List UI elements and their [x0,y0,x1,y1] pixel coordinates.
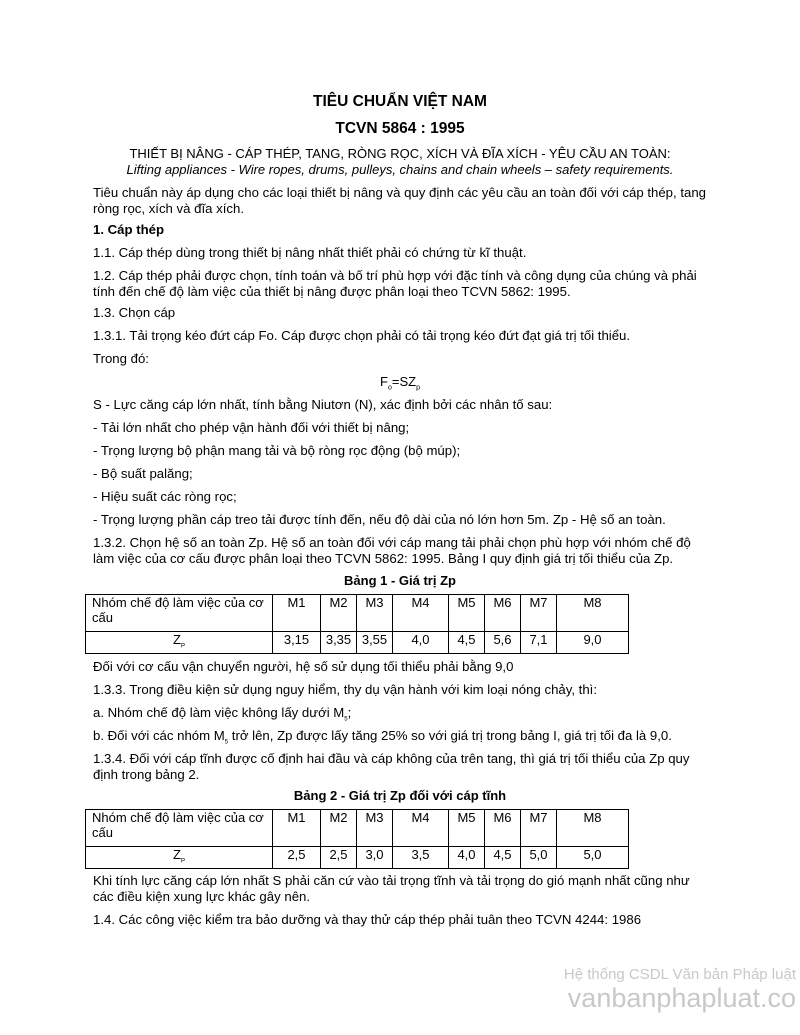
table-cell: 7,1 [521,632,557,654]
table-1 [85,594,629,654]
table-2-note: Khi tính lực căng cáp lớn nhất S phải căn cứ vào tải trọng tĩnh và tải trọng do gió mạnh nhất cũng như các điều kiện xung lực khác gây nên. [93,873,690,904]
table-row [86,847,629,869]
clause-1-3: 1.3. Chọn cáp [93,305,176,320]
table-cell: 3,0 [357,847,393,869]
table-cell: 9,0 [557,632,629,654]
table-2 [85,809,629,869]
bullet-item: - Hiệu suất các ròng rọc; [93,489,237,504]
table-cell: 4,5 [449,632,485,654]
table-header-cell: M8 [557,810,629,847]
table-header-cell: M3 [357,595,393,632]
table-cell: 3,5 [393,847,449,869]
table-1-caption: Bảng 1 - Giá trị Zp [344,573,456,588]
table-1-note: Đối với cơ cấu vận chuyển người, hệ số sử dụng tối thiểu phải bằng 9,0 [93,659,514,674]
bullet-item: - Bộ suất palăng; [93,466,193,481]
table-header-cell: M3 [357,810,393,847]
standard-number: TCVN 5864 : 1995 [335,120,465,137]
table-2-caption: Bảng 2 - Giá trị Zp đối với cáp tĩnh [293,788,507,803]
clause-1-3-1: 1.3.1. Tải trọng kéo đứt cáp Fo. Cáp được chọn phải có tải trọng kéo đứt đạt giá trị tối thiểu. [93,328,631,343]
table-header-cell: M7 [521,595,557,632]
zp-label: $Z_P$ [86,847,273,869]
table-cell: 4,0 [393,632,449,654]
table-cell: 4,0 [449,847,485,869]
table-cell: 2,5 [321,847,357,869]
table-header-cell: M4 [393,595,449,632]
watermark-line-1: Hệ thống CSDL Văn bản Pháp luật [563,966,796,983]
clause-1-2: 1.2. Cáp thép phải được chọn, tính toán và bố trí phù hợp với đặc tính và công dụng của chúng và phải tính đến chế độ làm việc của thiết bị nâng được phân loại theo TCVN 5862: 1995. [93,268,697,299]
table-header-cell: M1 [273,810,321,847]
table-header-cell: M2 [321,595,357,632]
document-title: TIÊU CHUẨN VIỆT NAM [313,93,487,110]
table-header-cell: M6 [485,595,521,632]
clause-1-3-3: 1.3.3. Trong điều kiện sử dụng nguy hiểm, thy dụ vận hành với kim loại nóng chảy, thì: [93,682,598,697]
zp-label: $Z_P$ [86,632,273,654]
table-header-cell: M4 [393,810,449,847]
table-cell: 3,55 [357,632,393,654]
item-a: a. Nhóm chế độ làm việc không lấy dưới $M_5$; [93,705,352,723]
intro-paragraph: Tiêu chuẩn này áp dụng cho các loại thiết bị nâng và quy định các yêu cầu an toàn đối với cáp thép, tang ròng rọc, xích và đĩa xích. [93,185,707,216]
subtitle-vietnamese: THIẾT BỊ NÂNG - CÁP THÉP, TANG, RÒNG RỌC, XÍCH VÀ ĐĨA XÍCH - YÊU CẦU AN TOÀN: [129,146,671,161]
table-row [86,810,629,847]
subtitle-english: Lifting appliances - Wire ropes, drums, pulleys, chains and chain wheels – safety requirements. [126,162,674,177]
table-row-label: Nhóm chế độ làm việc của cơ cấu [86,595,273,632]
formula: $F_o=SZ_p$ [380,374,420,392]
clause-1-4: 1.4. Các công việc kiểm tra bảo dưỡng và thay thử cáp thép phải tuân theo TCVN 4244: 1986 [93,912,642,927]
table-header-cell: M8 [557,595,629,632]
table-header-cell: M2 [321,810,357,847]
table-cell: 2,5 [273,847,321,869]
bullet-item: - Tải lớn nhất cho phép vận hành đối với thiết bị nâng; [93,420,410,435]
table-row-label: Nhóm chế độ làm việc của cơ cấu [86,810,273,847]
clause-1-3-4: 1.3.4. Đối với cáp tĩnh được cố định hai đầu và cáp không của trên tang, thì giá trị tối thiểu của Zp quy định trong bảng 2. [93,751,690,782]
table-row [86,632,629,654]
table-cell: 4,5 [485,847,521,869]
clause-1-3-2: 1.3.2. Chọn hệ số an toàn Zp. Hệ số an toàn đối với cáp mang tải phải chọn phù hợp với nhóm chế độ làm việc của cơ cấu được phân loại theo TCVN 5862: 1995. Bảng I quy định giá trị tối thiểu của Zp. [93,535,691,566]
table-header-cell: M6 [485,810,521,847]
table-header-cell: M5 [449,810,485,847]
bullet-item: - Trọng lượng bộ phận mang tải và bộ ròng rọc động (bộ múp); [93,443,461,458]
table-header-cell: M7 [521,810,557,847]
table-cell: 3,15 [273,632,321,654]
table-cell: 5,0 [557,847,629,869]
watermark-link[interactable]: vanbanphapluat.co [567,983,796,1013]
table-header-cell: M1 [273,595,321,632]
where-label: Trong đó: [93,351,149,366]
clause-1-1: 1.1. Cáp thép dùng trong thiết bị nâng nhất thiết phải có chứng từ kĩ thuật. [93,245,527,260]
table-row [86,595,629,632]
section-heading: 1. Cáp thép [93,222,165,237]
table-header-cell: M5 [449,595,485,632]
table-cell: 5,0 [521,847,557,869]
table-cell: 3,35 [321,632,357,654]
bullet-item: - Trọng lượng phần cáp treo tải được tính đến, nếu độ dài của nó lớn hơn 5m. Zp - Hệ số an toàn. [93,512,666,527]
table-cell: 5,6 [485,632,521,654]
item-b: b. Đối với các nhóm $M_5$ trở lên, Zp được lấy tăng 25% so với giá trị trong bảng I, giá trị tối đa là 9,0. [93,728,672,746]
s-definition: S - Lực căng cáp lớn nhất, tính bằng Niutơn (N), xác định bởi các nhân tố sau: [93,397,553,412]
